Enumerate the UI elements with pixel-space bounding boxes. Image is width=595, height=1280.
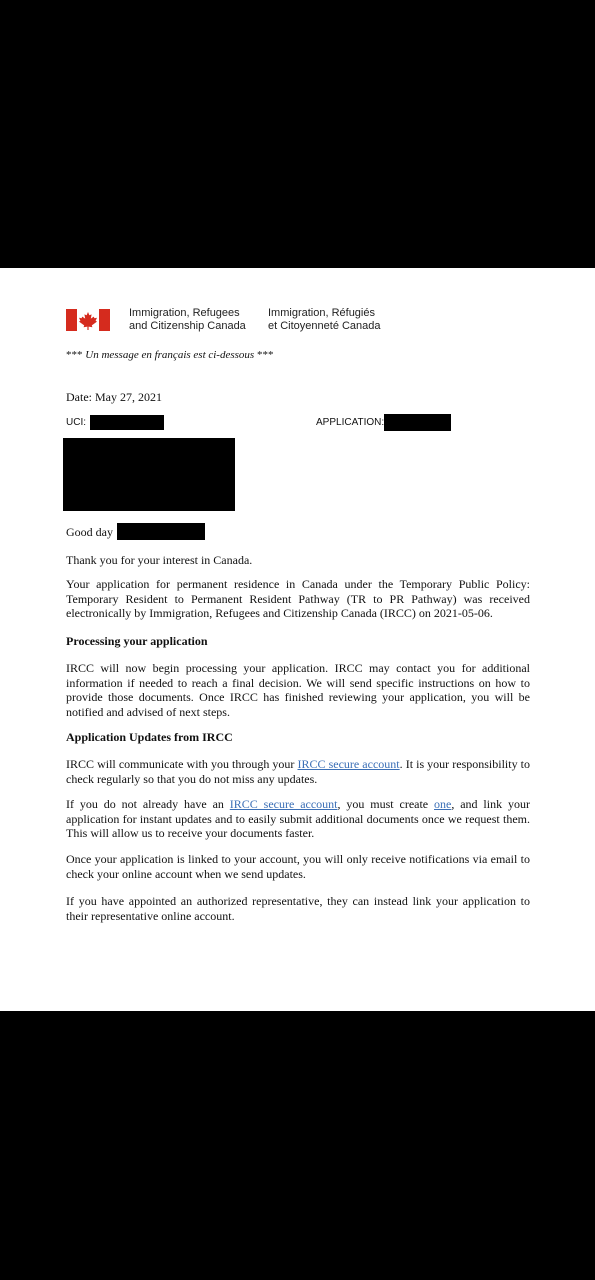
- letterhead-english: Immigration, Refugees and Citizenship Canada: [129, 307, 246, 332]
- paragraph-processing: IRCC will now begin processing your application. IRCC may contact you for additional information if needed to reach a final decision. We will send specific instructions on how to provide those documents. Once IRCC has finished reviewing your application, you will be notified and advised of next steps.: [66, 661, 530, 719]
- french-message-note: *** Un message en français est ci-dessous ***: [66, 349, 274, 361]
- letter-page: [0, 268, 595, 1011]
- intro-text: Thank you for your interest in Canada.: [66, 553, 253, 567]
- canada-flag-icon: [66, 309, 110, 331]
- paragraph-linked: Once your application is linked to your account, you will only receive notifications via email to check your online account when we send updates.: [66, 852, 530, 881]
- paragraph-received: Your application for permanent residence in Canada under the Temporary Public Policy: Temporary Resident to Permanent Resident Pathway (TR to PR Pathway) was received electronically by Immigration, Refugees and Citizenship Canada (IRCC) on 2021-05-06.: [66, 577, 530, 620]
- redacted-address-block: [63, 438, 235, 511]
- redacted-application-number: [384, 414, 451, 431]
- redacted-name: [117, 523, 205, 540]
- redacted-uci: [90, 415, 164, 430]
- paragraph-representative: If you have appointed an authorized representative, they can instead link your application to their representative online account.: [66, 894, 530, 923]
- paragraph-create-account: If you do not already have an IRCC secure account, you must create one, and link your application for instant updates and to easily submit additional documents once we request them. This will allow us to receive your documents faster.: [66, 797, 530, 840]
- ircc-secure-account-link[interactable]: IRCC secure account: [297, 757, 400, 771]
- greeting: Good day: [66, 525, 113, 539]
- letterhead-french: Immigration, Réfugiés et Citoyenneté Canada: [268, 307, 381, 332]
- paragraph-communicate: IRCC will communicate with you through your IRCC secure account. It is your responsibility to check regularly so that you do not miss any updates.: [66, 757, 530, 786]
- ircc-secure-account-link-2[interactable]: IRCC secure account: [229, 797, 338, 811]
- letter-date: Date: May 27, 2021: [66, 390, 162, 404]
- create-account-link[interactable]: one: [434, 797, 452, 811]
- heading-processing: Processing your application: [66, 634, 208, 648]
- heading-updates: Application Updates from IRCC: [66, 730, 233, 744]
- uci-label: UCI:: [66, 417, 86, 428]
- application-label: APPLICATION:: [316, 417, 385, 428]
